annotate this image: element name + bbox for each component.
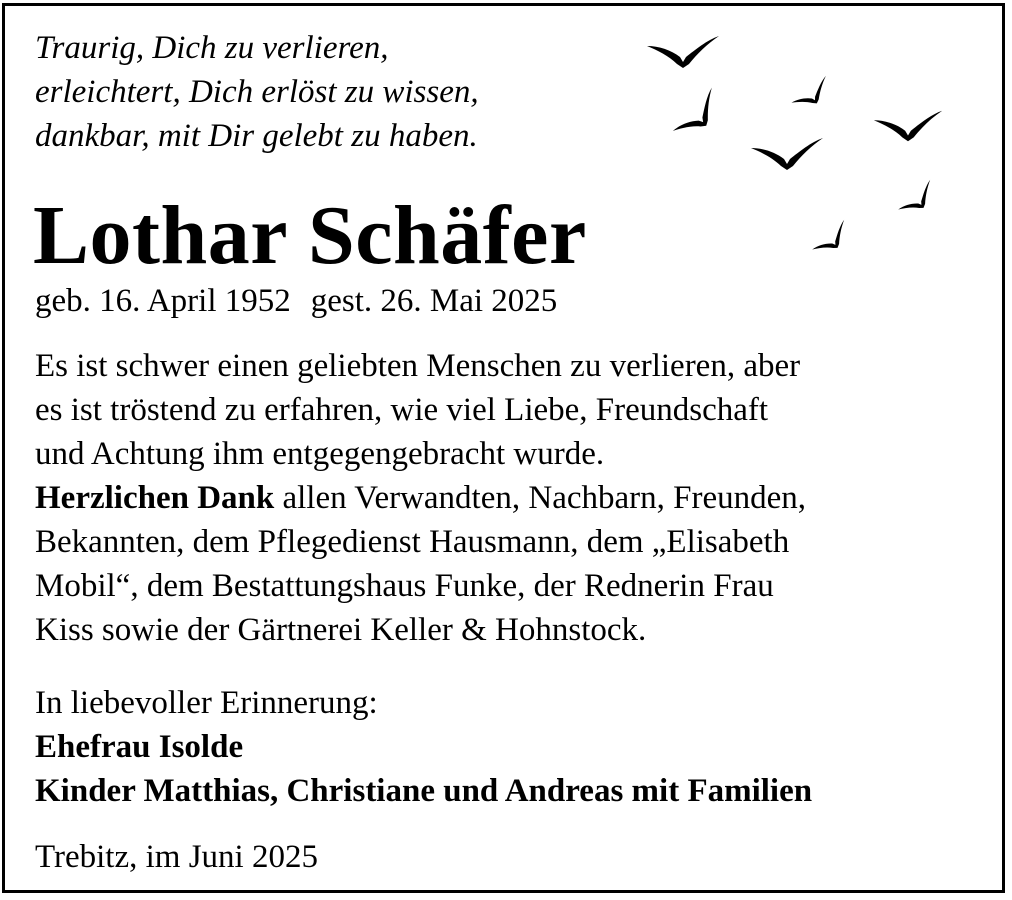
bird-icon: [751, 138, 823, 170]
bird-icon: [668, 88, 729, 145]
mourners-block: [35, 681, 812, 813]
bird-icon: [874, 111, 942, 141]
life-dates: [35, 281, 557, 321]
birth-date: geb. 16. April 1952: [35, 283, 291, 319]
flying-birds-icon: [640, 30, 960, 270]
message-line: Es ist schwer einen geliebten Menschen zu verlieren, aber: [35, 348, 801, 384]
thanks-line: Mobil“, dem Bestattungshaus Funke, der Rednerin Frau: [35, 568, 774, 604]
bird-icon: [647, 36, 719, 68]
thanks-line: Kiss sowie der Gärtnerei Keller & Hohnstock.: [35, 612, 647, 648]
death-date: gest. 26. Mai 2025: [310, 283, 558, 319]
message-text: [35, 344, 985, 652]
closing-intro: In liebevoller Erinnerung:: [35, 685, 378, 721]
thanks-heading: Herzlichen Dank: [35, 480, 275, 516]
message-line: es ist tröstend zu erfahren, wie viel Liebe, Freundschaft: [35, 392, 769, 428]
memorial-poem: [35, 26, 479, 158]
bird-icon: [809, 220, 855, 261]
poem-line: erleichtert, Dich erlöst zu wissen,: [35, 74, 479, 110]
spouse-name: Ehefrau Isolde: [35, 729, 244, 765]
thanks-text: allen Verwandten, Nachbarn, Freunden,: [274, 480, 807, 516]
bird-icon: [788, 76, 835, 114]
message-line: und Achtung ihm entgegengebracht wurde.: [35, 436, 605, 472]
place-and-date: Trebitz, im Juni 2025: [35, 839, 318, 875]
poem-line: Traurig, Dich zu verlieren,: [35, 30, 389, 66]
thanks-line: [35, 476, 985, 520]
children-names: Kinder Matthias, Christiane und Andreas mit Familien: [35, 773, 813, 809]
thanks-line: Bekannten, dem Pflegedienst Hausmann, dem „Elisabeth: [35, 524, 790, 560]
deceased-name: Lothar Schäfer: [33, 189, 587, 282]
poem-line: dankbar, mit Dir gelebt zu haben.: [35, 118, 478, 154]
bird-icon: [895, 180, 941, 221]
